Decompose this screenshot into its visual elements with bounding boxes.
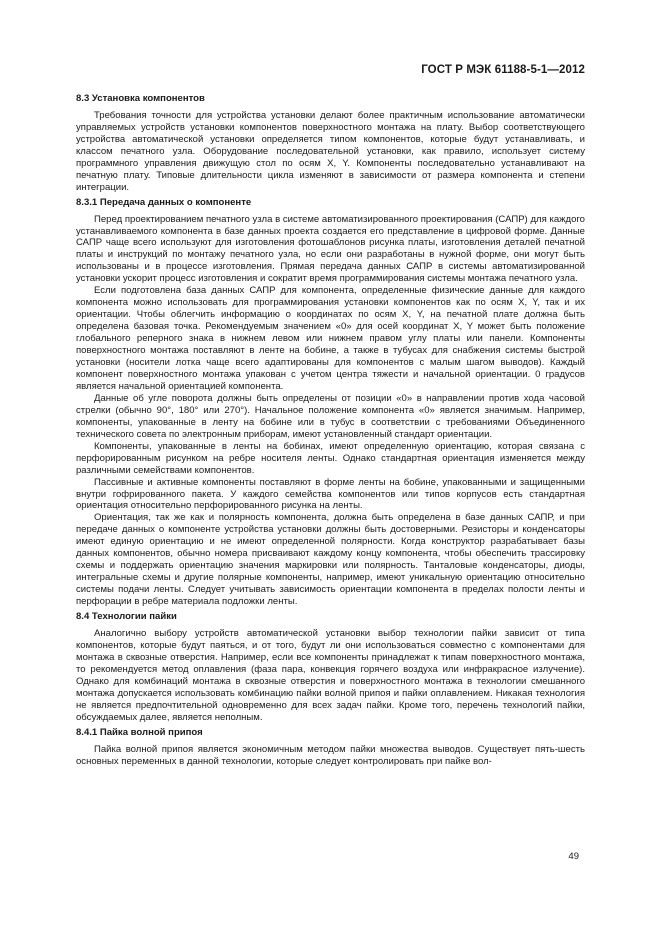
section-heading-8-3: 8.3 Установка компонентов (76, 93, 205, 104)
paragraph: Требования точности для устройства установки делают более практичным использование автоматически управляемых устройств установки компонентов поверхностного монтажа на плату. Выбор соответствующего устройства автоматической установки определяется типом компонентов, которые будут устанавливать, и классом печатного узла. Оборудование последовательной установки, как правило, использует систему программного управления движущую стол по осям X, Y. Компоненты последовательно устанавливают на печатную плату. Типовые длительности цикла изменяют в зависимости от размера компонента и степени интеграции. (76, 109, 585, 193)
page-number: 49 (568, 851, 579, 862)
section-heading-8-4: 8.4 Технологии пайки (76, 611, 177, 623)
paragraph: Пайка волной припоя является экономичным методом пайки множества выводов. Существует пять-шесть основных переменных в данной технологии, которые следует контролировать при пайке вол- (76, 743, 585, 767)
document-body (76, 90, 585, 767)
section-heading-8-3-1: 8.3.1 Передача данных о компоненте (76, 196, 252, 208)
paragraph: Перед проектированием печатного узла в системе автоматизированного проектирования (САПР) для каждого устанавливаемого компонента в базе данных проекта создается его представление в цифровой форме. Данные САПР чаще всего используют для изготовления фотошаблонов рисунка платы, изготовления деталей печатной платы и инструкций по монтажу печатного узла, но если они разработаны в нужной форме, они могут быть использованы и в процессе изготовления. Прямая передача данных САПР в системы автоматизированной установки ускорит процесс изготовления и сократит время программирования системы монтажа печатного узла. (76, 213, 585, 285)
paragraph: Пассивные и активные компоненты поставляют в форме ленты на бобине, упакованными и защищенными внутри гофрированного пакета. У каждого семейства компонентов или типов корпусов есть стандартная ориентация относительно перфорированного рисунка на ленты. (76, 476, 585, 512)
paragraph: Аналогично выбору устройств автоматической установки выбор технологии пайки зависит от типа компонентов, которые будут паяться, и от того, будут ли они использоваться совместно с компонентами для монтажа в сквозные отверстия. Например, если все компоненты принадлежат к типам поверхностного монтажа, то рекомендуется метод оплавления (фаза пара, конвекция горячего воздуха или инфракрасное излучение). Однако для комбинаций монтажа в сквозные отверстия и поверхностного монтажа в технологии смешанного монтажа допускается использовать комбинацию пайки волной припоя и пайки оплавлением. Никакая технология не является предпочтительной одновременно для всех задач пайки. Кроме того, перечень технологий пайки, обсуждаемых далее, является неполным. (76, 627, 585, 723)
paragraph: Ориентация, так же как и полярность компонента, должна быть определена в базе данных САПР, и при передаче данных о компоненте устройства установки должны быть достоверными. Резисторы и конденсаторы имеют единую ориентацию и не имеют определенной полярности. Когда конструктор разрабатывает базы данных компонентов, обычно номера присваивают каждому концу компонента, чтобы обеспечить трассировку схемы и поддержать ориентацию значения маркировки или полярность. Танталовые конденсаторы, диоды, интегральные схемы и другие полярные компоненты, например, имеют уникальную ориентацию относительно системы подачи ленты. Следует учитывать зависимость ориентации компонента в пределах полости ленты и перфорации в ребре материала подложки ленты. (76, 512, 585, 608)
paragraph: Данные об угле поворота должны быть определены от позиции «0» в направлении против хода часовой стрелки (обычно 90°, 180° или 270°). Начальное положение компонента «0» является значимым. Например, компоненты, упакованные в ленту на бобине или в тубус в соответствии с требованиями Объединенного технического совета по электронным приборам, имеют установленный стандарт ориентации. (76, 392, 585, 440)
paragraph: Если подготовлена база данных САПР для компонента, определенные физические данные для каждого компонента можно использовать для программирования установки компонентов как по осям X, Y, так и их ориентации. Чтобы облегчить информацию о координатах по осям X, Y, на печатной плате должна быть определена базовая точка. Рекомендуемым значением «0» для осей координат X, Y может быть положение глобального реперного знака в нижнем левом или нижнем правом углу платы или панели. Компоненты поверхностного монтажа поставляют в ленте на бобине, а также в тубусах для снабжения системы быстрой установки (носители лотка чаще всего адаптированы для компонентов с малым шагом выводов). Каждый компонент поверхностного монтажа упакован с учетом центра тяжести и начальной ориентации. 0 градусов является начальной ориентацией компонента. (76, 285, 585, 392)
section-heading-8-4-1: 8.4.1 Пайка волной припоя (76, 726, 203, 738)
standard-code-header: ГОСТ Р МЭК 61188-5-1—2012 (421, 64, 585, 76)
paragraph: Компоненты, упакованные в ленты на бобинах, имеют определенную ориентацию, которая связана с перфорированным рисунком на ребре носителя ленты. Однако стандартная ориентация изменяется между различными семействами компонентов. (76, 440, 585, 476)
